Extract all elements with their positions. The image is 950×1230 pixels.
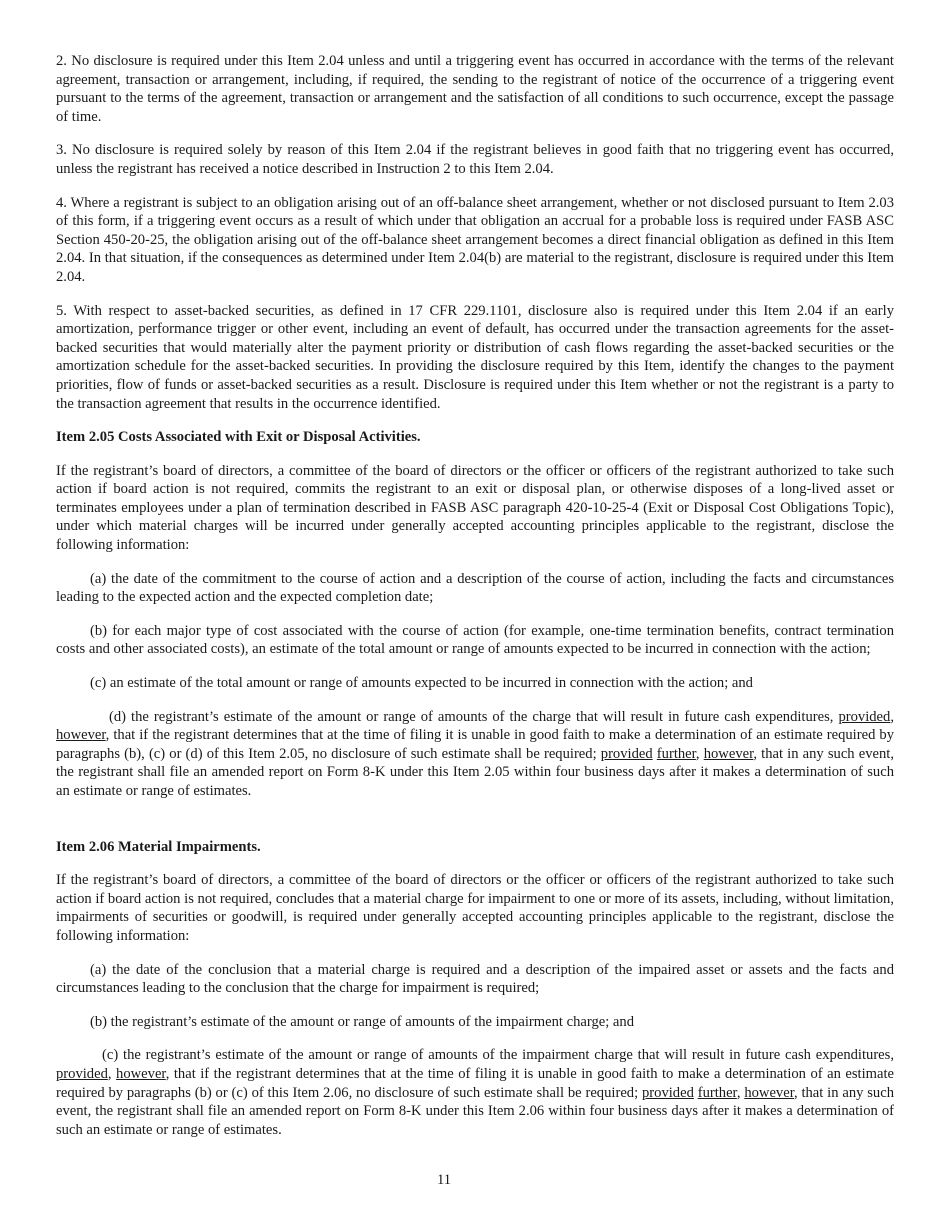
page-number: 11 xyxy=(436,1172,452,1188)
item-206-intro: If the registrant’s board of directors, a committee of the board of directors or the officer or officers of the registrant authorized to take such action if board action is not required, concludes that a material charge for impairment to one or more of its assets, including, without limitation, impairments of securities or goodwill, is required under generally accepted accounting principles applicable to the registrant, disclose the following information: xyxy=(56,872,894,944)
further-term: further xyxy=(697,1084,737,1101)
provided-term: provided xyxy=(641,1084,694,1101)
item-206-c-end: , that in any such event, the registrant shall file an amended report on Form 8-K under this Item 2.06 within four business days after it makes a determination of such an estimate or range of estimates. xyxy=(56,1084,894,1138)
instruction-4: 4. Where a registrant is subject to an obligation arising out of an off-balance sheet arrangement, whether or not disclosed pursuant to Item 2.03 of this form, if a triggering event occurs as a result of which under that obligation an accrual for a probable loss is required under FASB ASC Section 450-20-25, the obligation arising out of the off-balance sheet arrangement becomes a direct financial obligation as defined in this Item 2.04. In that situation, if the consequences as determined under Item 2.04(b) are material to the registrant, disclosure is required under this Item 2.04. xyxy=(56,194,894,285)
item-206-c-start: (c) the registrant’s estimate of the amount or range of amounts of the impairment charge that will result in future cash expenditures, xyxy=(102,1047,894,1064)
instruction-3: 3. No disclosure is required solely by reason of this Item 2.04 if the registrant believes in good faith that no triggering event has occurred, unless the registrant has received a notice described in Instruction 2 to this Item 2.04. xyxy=(56,142,894,177)
provided-term: provided xyxy=(838,708,891,725)
item-206-para-a: (a) the date of the conclusion that a material charge is required and a description of the impaired asset or assets and the facts and circumstances leading to the conclusion that the charge for impairment is required; xyxy=(56,961,894,997)
item-205-d-start: (d) the registrant’s estimate of the amount or range of amounts of the charge that will result in future cash expenditures, xyxy=(109,708,839,725)
item-206-c-middle: , that if the registrant determines that at the time of filing it is unable in good faith to make a determination of an estimate required by paragraphs (b) or (c) of this Item 2.06, no disclosure of such estimate shall be required; xyxy=(56,1065,895,1101)
item-206-para-b: (b) the registrant’s estimate of the amount or range of amounts of the impairment charge; and xyxy=(90,1013,634,1030)
item-205-d-end: , that in any such event, the registrant shall file an amended report on Form 8-K under this Item 2.05 within four business days after it makes a determination of such an estimate or range of estimates. xyxy=(56,745,894,799)
however-term: however xyxy=(744,1084,794,1101)
item-205-para-d: (d) the registrant’s estimate of the amount or range of amounts of the charge that will result in future cash expenditures, provided, however, that if the registrant determines that at the time of filing it is unable in good faith to make a determination of an estimate required by paragraphs (b), (c) or (d) of this Item 2.05, no disclosure of such estimate shall be required; provided further, however, that in any such event, the registrant shall file an amended report on Form 8-K under this Item 2.05 within four business days after it makes a determination of such an estimate or range of estimates. xyxy=(56,708,894,799)
however-term: however xyxy=(703,745,754,762)
instruction-5: 5. With respect to asset-backed securities, as defined in 17 CFR 229.1101, disclosure also is required under this Item 2.04 if an early amortization, performance trigger or other event, including an event of default, has occurred under the transaction agreements for the asset-backed securities that would materially alter the payment priority or distribution of cash flows regarding the asset-backed securities or the amortization schedule for the asset-backed securities. In providing the disclosure required by this Item, identify the changes to the payment priorities, flow of funds or asset-backed securities as a result. Disclosure is required under this Item whether or not the registrant is a party to the transaction agreement that results in the occurrence identified. xyxy=(56,302,894,412)
however-term: however xyxy=(116,1065,166,1082)
item-205-heading: Item 2.05 Costs Associated with Exit or Disposal Activities. xyxy=(56,429,421,446)
item-205-para-c: (c) an estimate of the total amount or range of amounts expected to be incurred in connection with the action; and xyxy=(90,675,753,692)
however-term: however xyxy=(56,727,106,744)
item-205-para-a: (a) the date of the commitment to the course of action and a description of the course of action, including the facts and circumstances leading to the expected action and the expected completion date; xyxy=(56,570,894,606)
document-page xyxy=(56,52,894,1154)
further-term: further xyxy=(656,745,696,762)
item-206-heading: Item 2.06 Material Impairments. xyxy=(56,838,261,855)
item-206-para-c: (c) the registrant’s estimate of the amount or range of amounts of the impairment charge that will result in future cash expenditures, provided, however, that if the registrant determines that at the time of filing it is unable in good faith to make a determination of an estimate required by paragraphs (b) or (c) of this Item 2.06, no disclosure of such estimate shall be required; provided further, however, that in any such event, the registrant shall file an amended report on Form 8-K under this Item 2.06 within four business days after it makes a determination of such an estimate or range of estimates. xyxy=(56,1047,895,1138)
provided-term: provided xyxy=(600,745,653,762)
item-205-d-middle: , that if the registrant determines that at the time of filing it is unable in good faith to make a determination of an estimate required by paragraphs (b), (c) or (d) of this Item 2.05, no disclosure of such estimate shall be required; xyxy=(56,727,894,762)
instruction-2: 2. No disclosure is required under this Item 2.04 unless and until a triggering event has occurred in accordance with the terms of the relevant agreement, transaction or arrangement, including, if required, the sending to the registrant of notice of the occurrence of a triggering event pursuant to the terms of the agreement, transaction or arrangement and the satisfaction of all conditions to such occurrence, except the passage of time. xyxy=(56,53,894,125)
item-205-intro: If the registrant’s board of directors, a committee of the board of directors or the officer or officers of the registrant authorized to take such action if board action is not required, commits the registrant to an exit or disposal plan, or otherwise disposes of a long-lived asset or terminates employees under a plan of termination described in FASB ASC paragraph 420-10-25-4 (Exit or Disposal Cost Obligations Topic), under which material charges will be incurred under generally accepted accounting principles applicable to the registrant, disclose the following information: xyxy=(56,462,894,554)
provided-term: provided xyxy=(56,1065,108,1082)
item-205-para-b: (b) for each major type of cost associated with the course of action (for example, one-time termination benefits, contract termination costs and other associated costs), an estimate of the total amount or range of amounts expected to be incurred in connection with the action; xyxy=(56,622,894,658)
